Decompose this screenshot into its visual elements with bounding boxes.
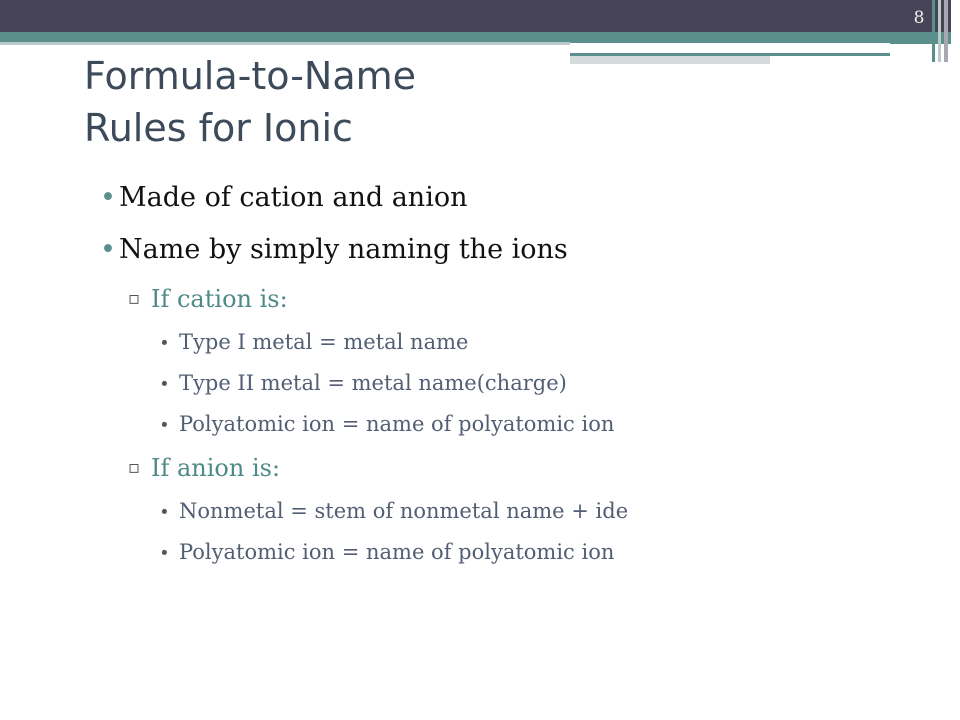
- header-bar: [0, 0, 960, 32]
- bullet-text: Name by simply naming the ions: [119, 234, 568, 265]
- dot-bullet-icon: ∙: [160, 414, 169, 435]
- sub-bullet-text: If anion is:: [151, 454, 281, 482]
- slide-number: 8: [913, 8, 925, 28]
- sub-bullet-text: If cation is:: [151, 285, 288, 313]
- bullet-item: [100, 172, 920, 224]
- dot-bullet-icon: ∙: [160, 501, 169, 522]
- sub-sub-bullet-item: [100, 363, 920, 404]
- sub-sub-bullet-item: [100, 532, 920, 573]
- slide-body: [100, 172, 920, 573]
- corner-stripe: [938, 0, 941, 62]
- sub-sub-bullet-text: Nonmetal = stem of nonmetal name + ide: [179, 499, 629, 523]
- sub-sub-bullet-text: Type II metal = metal name(charge): [179, 371, 567, 395]
- header-rule-left: [0, 42, 570, 45]
- dot-bullet-icon: ∙: [160, 332, 169, 353]
- slide-title: [84, 50, 784, 154]
- square-bullet-icon: ▫: [128, 457, 141, 478]
- sub-bullet-item: [100, 445, 920, 491]
- slide-title-line: Rules for Ionic: [84, 106, 353, 150]
- sub-sub-bullet-text: Type I metal = metal name: [179, 330, 469, 354]
- sub-bullet-item: [100, 276, 920, 322]
- corner-stripe: [951, 0, 960, 62]
- bullet-dot-icon: •: [100, 182, 116, 213]
- slide-title-line: Formula-to-Name: [84, 54, 417, 98]
- bullet-text: Made of cation and anion: [119, 182, 468, 213]
- dot-bullet-icon: ∙: [160, 542, 169, 563]
- sub-sub-bullet-text: Polyatomic ion = name of polyatomic ion: [179, 540, 615, 564]
- dot-bullet-icon: ∙: [160, 373, 169, 394]
- sub-sub-bullet-item: [100, 491, 920, 532]
- bullet-dot-icon: •: [100, 234, 116, 265]
- sub-sub-bullet-item: [100, 404, 920, 445]
- square-bullet-icon: ▫: [128, 288, 141, 309]
- corner-stripe: [944, 0, 948, 62]
- sub-sub-bullet-text: Polyatomic ion = name of polyatomic ion: [179, 412, 615, 436]
- sub-sub-bullet-item: [100, 322, 920, 363]
- bullet-item: [100, 224, 920, 276]
